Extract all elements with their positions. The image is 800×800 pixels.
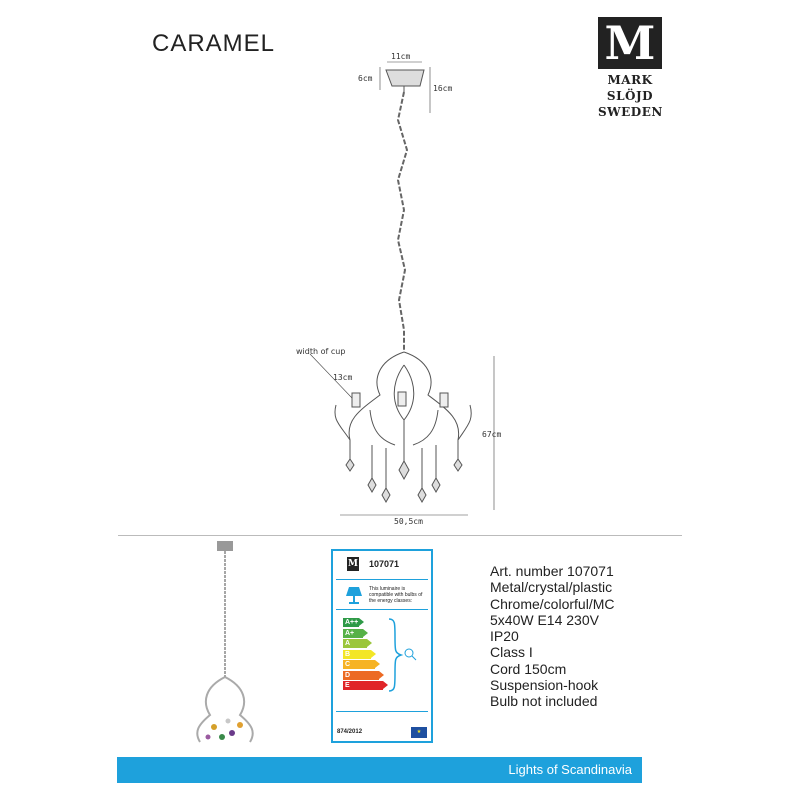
energy-class-bar: A++ xyxy=(345,619,359,626)
energy-class-bar: C xyxy=(343,660,375,669)
spec-line: Bulb not included xyxy=(490,693,598,710)
energy-label xyxy=(331,549,433,743)
energy-class-bar: E xyxy=(343,681,383,690)
brand-line-1: MARK xyxy=(607,73,653,87)
chain-shape xyxy=(398,92,407,350)
canopy-shape xyxy=(386,70,424,86)
energy-class-bar: D xyxy=(343,671,379,680)
footer-tagline: Lights of Scandinavia xyxy=(508,762,632,777)
label-article-number: 107071 xyxy=(369,559,400,569)
canopy-height-label: 6cm xyxy=(358,74,373,83)
brand-mark: M xyxy=(598,17,662,69)
spec-line: Class I xyxy=(490,644,533,661)
label-brand-mark: M xyxy=(348,559,358,569)
footer-banner xyxy=(117,757,642,783)
energy-class-bar: A+ xyxy=(343,629,363,638)
label-divider-top xyxy=(336,579,428,580)
label-divider-mid xyxy=(336,609,428,610)
chandelier-body xyxy=(335,352,471,502)
spec-line: Art. number 107071 xyxy=(490,563,614,579)
cup-label: width of cup xyxy=(296,347,346,356)
width-label: 50,5cm xyxy=(394,517,423,526)
spec-line: IP20 xyxy=(490,628,519,645)
canopy-width-label: 11cm xyxy=(391,52,411,61)
spec-line: Metal/crystal/plastic xyxy=(490,579,613,596)
eu-flag-icon: ★ xyxy=(411,727,427,738)
cup-width-label: 13cm xyxy=(333,373,353,382)
height-label: 67cm xyxy=(482,430,502,439)
product-photo xyxy=(180,537,270,747)
spec-line: Chrome/colorful/MC xyxy=(490,595,615,612)
label-divider-bottom xyxy=(336,711,428,712)
spec-line: Suspension-hook xyxy=(490,677,599,694)
brand-line-3: SWEDEN xyxy=(598,105,663,119)
bracket-bulb-icon xyxy=(387,617,419,693)
label-description: This luminaire is compatible with bulbs of the energy classes: xyxy=(369,586,423,604)
energy-class-bar: B xyxy=(343,650,371,659)
product-title: CARAMEL xyxy=(152,30,276,57)
canopy-total-label: 16cm xyxy=(433,84,453,93)
brand-line-2: SLÖJD xyxy=(606,89,654,103)
label-regulation: 874/2012 xyxy=(337,729,363,735)
energy-class-bar: A xyxy=(343,639,367,648)
section-divider xyxy=(118,535,682,536)
spec-line: Cord 150cm xyxy=(490,660,567,677)
lamp-icon xyxy=(345,585,363,605)
specs-list xyxy=(490,563,614,710)
spec-line: 5x40W E14 230V xyxy=(490,611,599,628)
